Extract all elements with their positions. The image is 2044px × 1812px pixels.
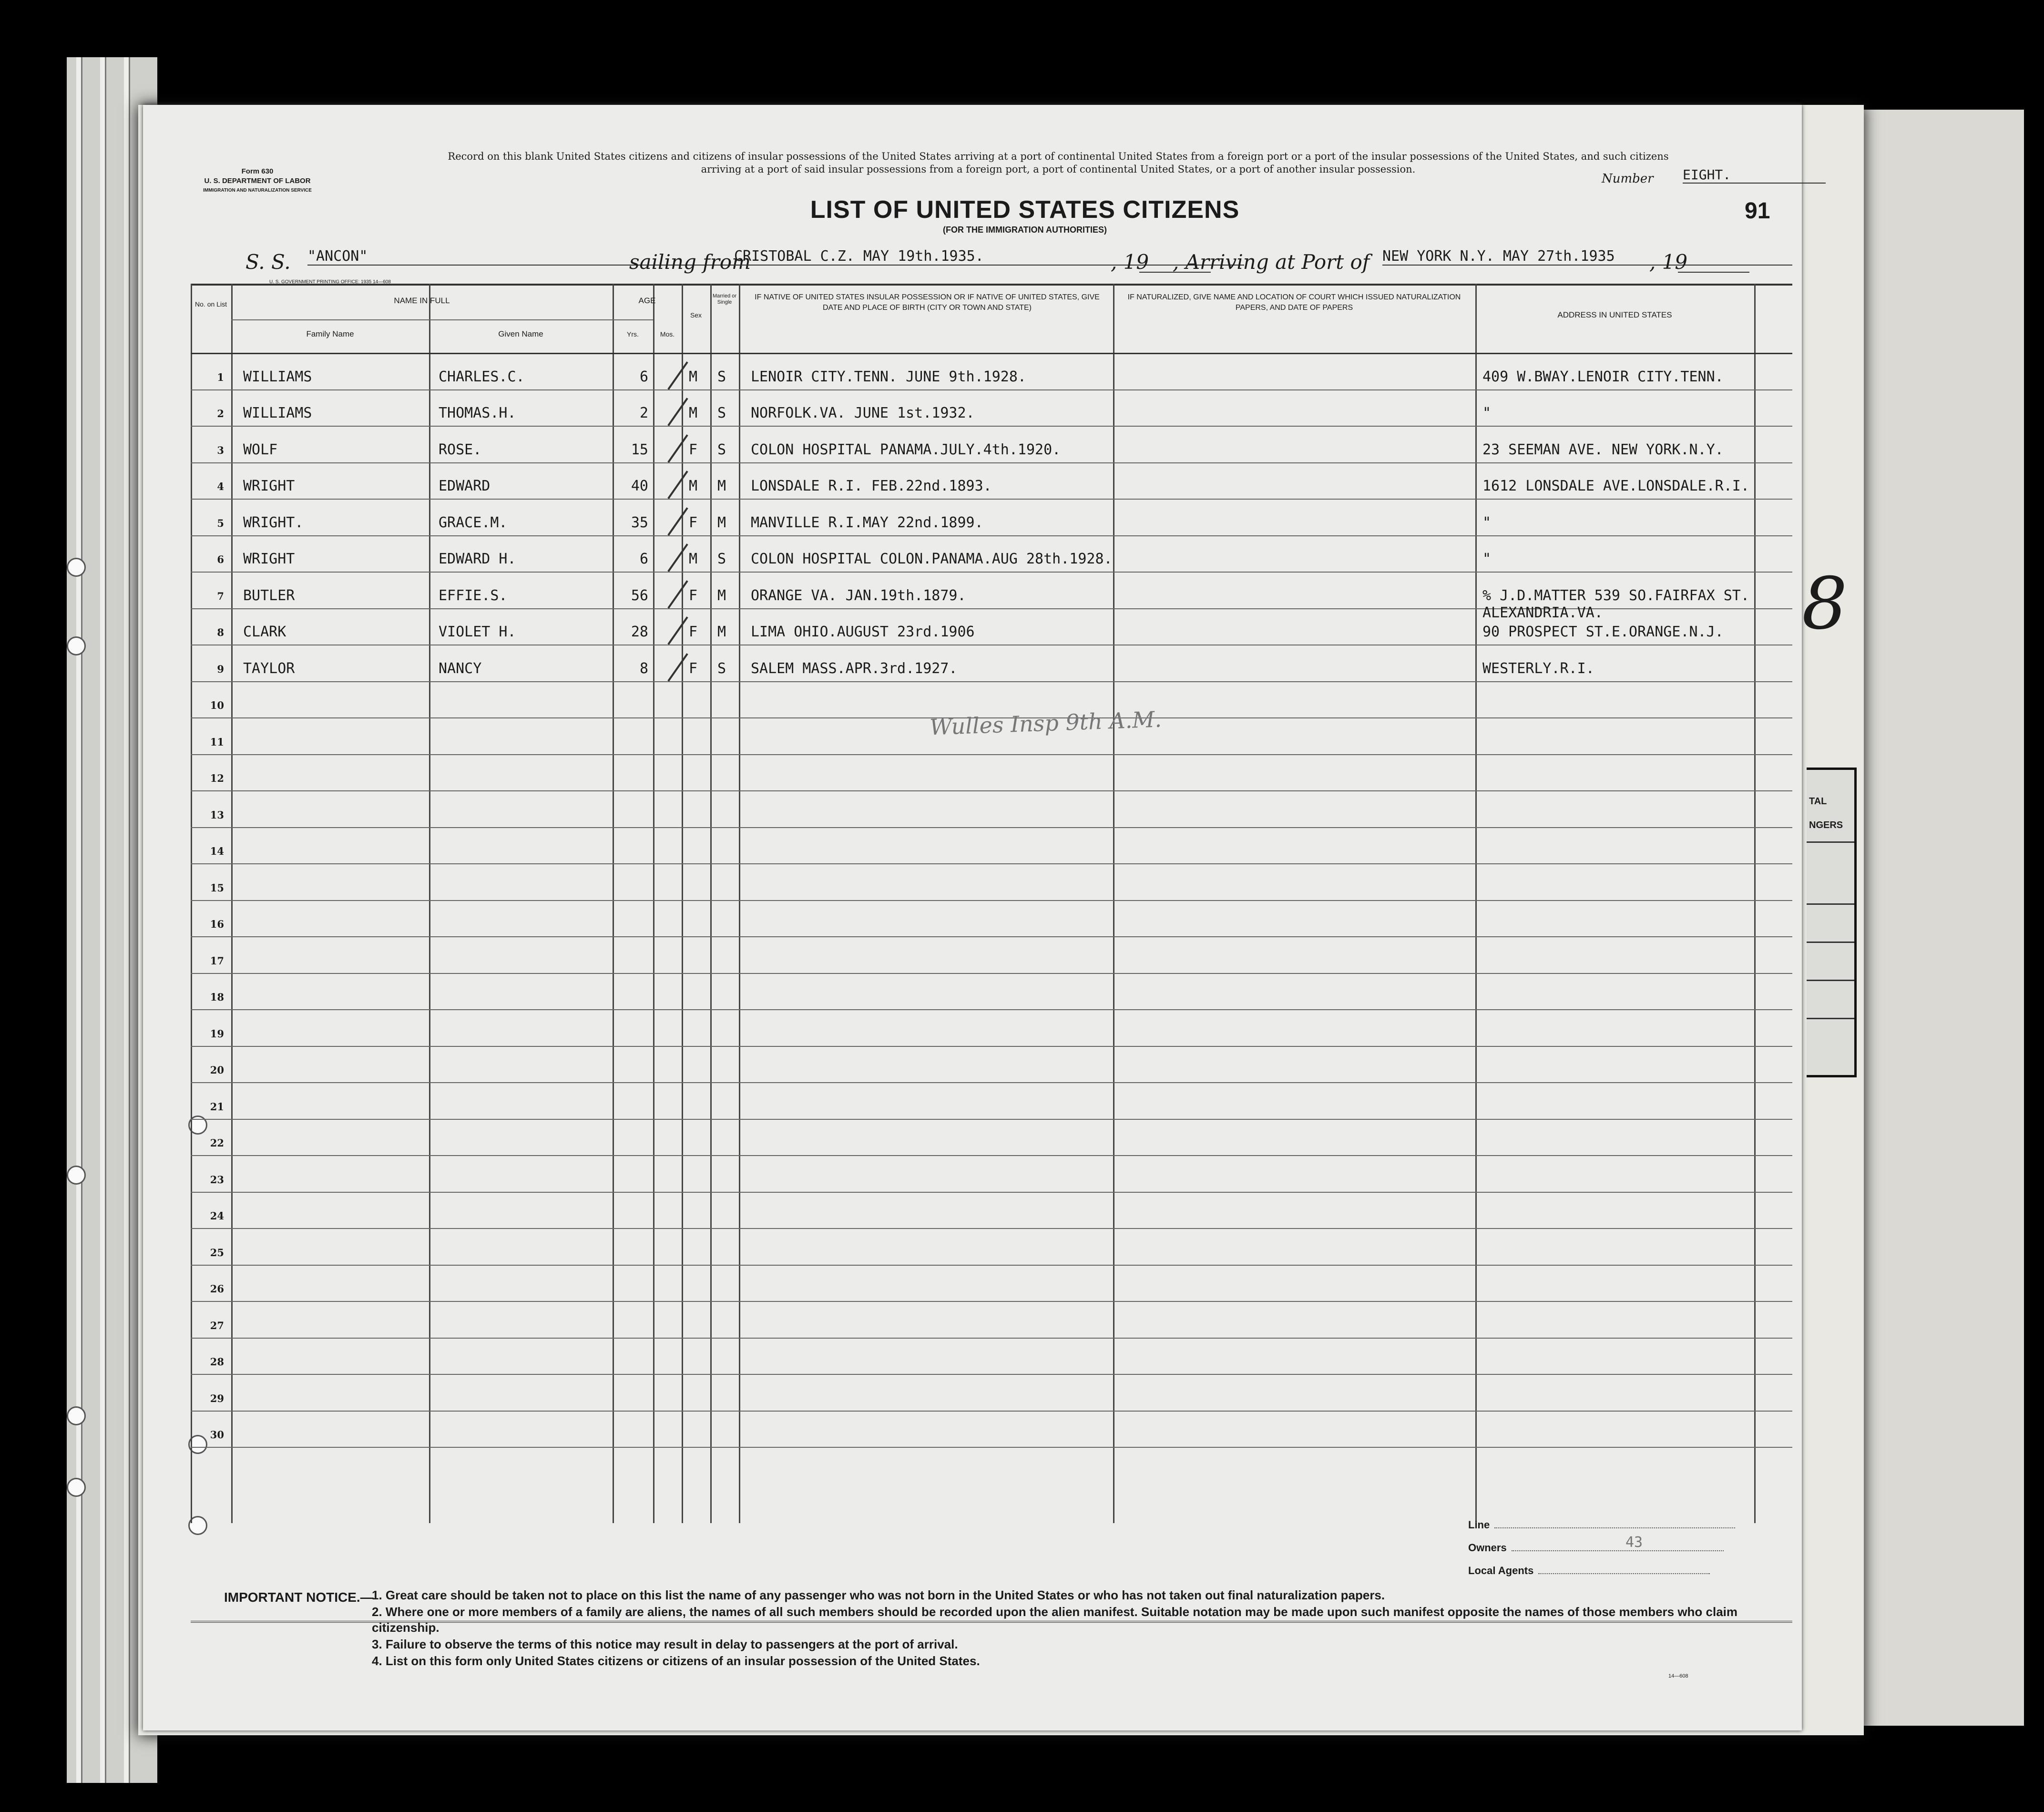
family-name: WRIGHT. (243, 514, 304, 531)
age-years: 15 (631, 441, 648, 458)
row-number: 27 (210, 1319, 224, 1331)
row-line (191, 572, 1792, 573)
marital-status: S (717, 660, 726, 677)
col-header-address: ADDRESS IN UNITED STATES (1557, 310, 1672, 319)
row-line (191, 1046, 1792, 1047)
given-name: EDWARD H. (439, 551, 516, 567)
col-header-name: NAME IN FULL (394, 296, 450, 305)
row-line (191, 1228, 1792, 1229)
form-number: Form 630 (241, 167, 274, 175)
marital-status: M (717, 514, 726, 531)
col-header-no: No. on List (195, 300, 227, 308)
check-mark (667, 361, 688, 390)
flap-text-2: NGERS (1809, 820, 1843, 830)
row-line (191, 973, 1792, 974)
row-line (191, 1119, 1792, 1120)
arriving-port: NEW YORK N.Y. MAY 27th.1935 (1382, 248, 1792, 266)
birth-place-date: LONSDALE R.I. FEB.22nd.1893. (751, 478, 992, 494)
sex: M (689, 478, 698, 494)
birth-place-date: ORANGE VA. JAN.19th.1879. (751, 587, 966, 604)
flap-line (1807, 1018, 1854, 1019)
row-line (191, 827, 1792, 828)
family-name: WILLIAMS (243, 405, 312, 421)
check-mark (667, 471, 688, 499)
notice-title: IMPORTANT NOTICE.— (224, 1590, 374, 1605)
page-edge (76, 57, 82, 1783)
sex: F (689, 660, 698, 677)
row-number: 23 (210, 1173, 224, 1186)
row-number: 28 (210, 1356, 224, 1368)
notice-item: 3. Failure to observe the terms of this notice may result in delay to passengers at the port of arrival. (372, 1637, 958, 1651)
row-number: 7 (217, 590, 224, 602)
address: WESTERLY.R.I. (1482, 660, 1594, 677)
sex: M (689, 368, 698, 385)
punch-hole (67, 558, 86, 577)
page-edge (124, 57, 130, 1783)
check-mark (667, 616, 688, 645)
sex: M (689, 405, 698, 421)
row-number: 1 (217, 371, 224, 383)
given-name: THOMAS.H. (439, 405, 516, 421)
family-name: WRIGHT (243, 551, 295, 567)
row-line (191, 499, 1792, 500)
row-line (191, 1374, 1792, 1375)
row-number: 19 (210, 1027, 224, 1040)
number-label: Number (1602, 172, 1654, 186)
punch-hole (67, 1166, 86, 1185)
birth-place-date: LENOIR CITY.TENN. JUNE 9th.1928. (751, 368, 1026, 385)
address: " (1482, 514, 1492, 531)
row-line (191, 1301, 1792, 1302)
row-number: 4 (217, 481, 224, 492)
row-number: 12 (210, 772, 224, 784)
header-bottom-rule (191, 353, 1792, 354)
col-header-family: Family Name (306, 329, 354, 338)
owners-value: 43 (1625, 1534, 1643, 1551)
birth-place-date: LIMA OHIO.AUGUST 23rd.1906 (751, 624, 975, 640)
address: 1612 LONSDALE AVE.LONSDALE.R.I. (1482, 478, 1749, 494)
page-title: LIST OF UNITED STATES CITIZENS (810, 196, 1240, 224)
family-name: WRIGHT (243, 478, 295, 494)
row-number: 18 (210, 991, 224, 1003)
flap-line (1807, 942, 1854, 943)
header-sub-rule (231, 319, 653, 320)
row-line (191, 1265, 1792, 1266)
birth-place-date: SALEM MASS.APR.3rd.1927. (751, 660, 958, 677)
col-header-married: Married or Single (712, 293, 737, 305)
printing-office-tag: U. S. GOVERNMENT PRINTING OFFICE: 1935 14—608 (269, 279, 391, 285)
family-name: WILLIAMS (243, 368, 312, 385)
col-header-given: Given Name (498, 329, 543, 338)
notice-item: 2. Where one or more members of a family are aliens, the names of all such members should be recorded upon the alien manifest. Suitable notation may be made upon such manifest opposite the names of those members who claim citizenship. (372, 1605, 1738, 1635)
check-mark (667, 398, 688, 426)
row-line (191, 900, 1792, 901)
sailing-from: CRISTOBAL C.Z. MAY 19th.1935. (734, 248, 1244, 266)
sailing-label: sailing from (629, 250, 751, 274)
col-header-sex: Sex (690, 311, 702, 319)
row-number: 29 (210, 1392, 224, 1404)
row-number: 25 (210, 1246, 224, 1259)
birth-place-date: COLON HOSPITAL PANAMA.JULY.4th.1920. (751, 441, 1061, 458)
family-name: TAYLOR (243, 660, 295, 677)
check-mark (667, 580, 688, 609)
address-line-2: ALEXANDRIA.VA. (1482, 604, 1603, 621)
col-header-naturalized: IF NATURALIZED, GIVE NAME AND LOCATION OF COURT WHICH ISSUED NATURALIZATION PAPERS, AND DATE OF PAPERS (1127, 293, 1461, 312)
flap-line (1807, 980, 1854, 981)
passenger-table (191, 284, 1792, 1523)
address: 90 PROSPECT ST.E.ORANGE.N.J. (1482, 624, 1724, 640)
inspector-signature: Wulles Insp 9th A.M. (929, 706, 1162, 740)
row-line (191, 535, 1792, 536)
page-number: 91 (1745, 198, 1770, 224)
row-line (191, 389, 1792, 390)
row-number: 6 (217, 553, 224, 565)
marital-status: S (717, 405, 726, 421)
manifest-page (143, 105, 1802, 1730)
address: 409 W.BWAY.LENOIR CITY.TENN. (1482, 368, 1724, 385)
col-header-birth: IF NATIVE OF UNITED STATES INSULAR POSSESSION OR IF NATIVE OF UNITED STATES, GIVE DATE AND PLACE OF BIRTH (CITY OR TOWN AND STATE) (755, 293, 1100, 312)
check-mark (667, 434, 688, 463)
row-line (191, 426, 1792, 427)
punch-hole (67, 636, 86, 655)
age-years: 6 (639, 551, 648, 567)
given-name: ROSE. (439, 441, 482, 458)
department-name: U. S. DEPARTMENT OF LABOR (204, 177, 311, 185)
row-line (191, 863, 1792, 864)
row-line (191, 1411, 1792, 1412)
family-name: BUTLER (243, 587, 295, 604)
sex: F (689, 624, 698, 640)
row-number: 3 (217, 444, 224, 456)
agents-field (1468, 1559, 1735, 1582)
given-name: EFFIE.S. (439, 587, 508, 604)
row-number: 8 (217, 626, 224, 638)
family-name: WOLF (243, 441, 278, 458)
sex: M (689, 551, 698, 567)
row-line (191, 790, 1792, 791)
row-line (191, 462, 1792, 463)
notice-list (372, 1587, 1778, 1670)
line-label: Line (1468, 1519, 1490, 1531)
row-line (191, 1155, 1792, 1156)
sex: F (689, 441, 698, 458)
family-name: CLARK (243, 624, 286, 640)
given-name: NANCY (439, 660, 482, 677)
age-years: 6 (639, 368, 648, 385)
record-instructions: Record on this blank United States citizens and citizens of insular possessions of the United States arriving at a port of continental United States from a foreign port or a port of the insular possessions of the United States, and such citizens arriving at a port of said insular possessions from a foreign port, a port of continental United States, or a port of another insular possession. (448, 151, 1669, 175)
sex: F (689, 514, 698, 531)
local-agents-label: Local Agents (1468, 1565, 1534, 1577)
address: 23 SEEMAN AVE. NEW YORK.N.Y. (1482, 441, 1724, 458)
flap-line (1807, 903, 1854, 905)
row-line (191, 1338, 1792, 1339)
row-number: 16 (210, 918, 224, 930)
row-number: 15 (210, 881, 224, 894)
sex: F (689, 587, 698, 604)
form-identifier (181, 167, 334, 195)
marital-status: S (717, 441, 726, 458)
punch-hole (67, 1406, 86, 1425)
age-years: 28 (631, 624, 648, 640)
address: " (1482, 405, 1492, 421)
row-number: 20 (210, 1064, 224, 1076)
row-line (191, 1447, 1792, 1448)
ship-label: S. S. (245, 250, 291, 274)
check-mark (667, 507, 688, 536)
given-name: CHARLES.C. (439, 368, 525, 385)
print-code: 14—608 (1668, 1673, 1688, 1679)
birth-place-date: MANVILLE R.I.MAY 22nd.1899. (751, 514, 983, 531)
year-label: , 19 (1649, 250, 1688, 274)
given-name: EDWARD (439, 478, 491, 494)
flap-text-1: TAL (1809, 796, 1827, 807)
list-number: EIGHT. (1683, 167, 1826, 184)
address: % J.D.MATTER 539 SO.FAIRFAX ST. (1482, 587, 1749, 604)
row-number: 21 (210, 1100, 224, 1113)
owners-field (1468, 1536, 1735, 1559)
owners-label: Owners (1468, 1542, 1507, 1554)
ship-name: "ANCON" (307, 248, 736, 266)
check-mark (667, 543, 688, 572)
agents-block (1468, 1514, 1735, 1582)
address: " (1482, 551, 1492, 567)
age-years: 56 (631, 587, 648, 604)
birth-place-date: NORFOLK.VA. JUNE 1st.1932. (751, 405, 975, 421)
col-header-age: AGE (638, 296, 656, 305)
marital-status: M (717, 587, 726, 604)
row-number: 5 (217, 517, 224, 529)
marital-status: S (717, 551, 726, 567)
marital-status: M (717, 478, 726, 494)
age-years: 2 (639, 405, 648, 421)
check-mark (667, 653, 688, 682)
row-number: 14 (210, 845, 224, 857)
row-number: 2 (217, 408, 224, 420)
age-years: 35 (631, 514, 648, 531)
col-header-yrs: Yrs. (627, 330, 639, 338)
year-label: , 19 (1111, 250, 1149, 274)
passenger-total-box (1807, 768, 1857, 1077)
row-line (191, 1082, 1792, 1083)
row-line (191, 1192, 1792, 1193)
given-name: GRACE.M. (439, 514, 508, 531)
line-field (1468, 1514, 1735, 1536)
row-line (191, 1009, 1792, 1010)
age-years: 40 (631, 478, 648, 494)
row-number: 10 (210, 699, 224, 711)
arriving-label: , Arriving at Port of (1173, 250, 1370, 274)
flap-handwritten-mark: 8 (1802, 563, 1848, 645)
marital-status: S (717, 368, 726, 385)
row-line (191, 936, 1792, 937)
marital-status: M (717, 624, 726, 640)
row-number: 24 (210, 1210, 224, 1222)
punch-hole (67, 1478, 86, 1497)
row-number: 30 (210, 1429, 224, 1441)
notice-item: 4. List on this form only United States citizens or citizens of an insular possession of the United States. (372, 1654, 980, 1668)
age-years: 8 (639, 660, 648, 677)
table-top-rule (191, 284, 1792, 286)
page-edge (100, 57, 106, 1783)
row-number: 11 (210, 736, 224, 748)
year-line (1678, 272, 1749, 273)
row-line (191, 681, 1792, 682)
row-number: 22 (210, 1137, 224, 1149)
notice-item: 1. Great care should be taken not to place on this list the name of any passenger who was not born in the United States or who has not taken out final naturalization papers. (372, 1588, 1385, 1602)
page-subtitle: (FOR THE IMMIGRATION AUTHORITIES) (943, 225, 1107, 235)
row-number: 17 (210, 954, 224, 967)
row-number: 9 (217, 663, 224, 675)
row-number: 13 (210, 809, 224, 821)
service-name: IMMIGRATION AND NATURALIZATION SERVICE (203, 188, 312, 193)
flap-line (1807, 841, 1854, 843)
col-header-mos: Mos. (660, 330, 675, 338)
given-name: VIOLET H. (439, 624, 516, 640)
row-line (191, 754, 1792, 755)
row-number: 26 (210, 1283, 224, 1295)
birth-place-date: COLON HOSPITAL COLON.PANAMA.AUG 28th.1928. (751, 551, 1113, 567)
